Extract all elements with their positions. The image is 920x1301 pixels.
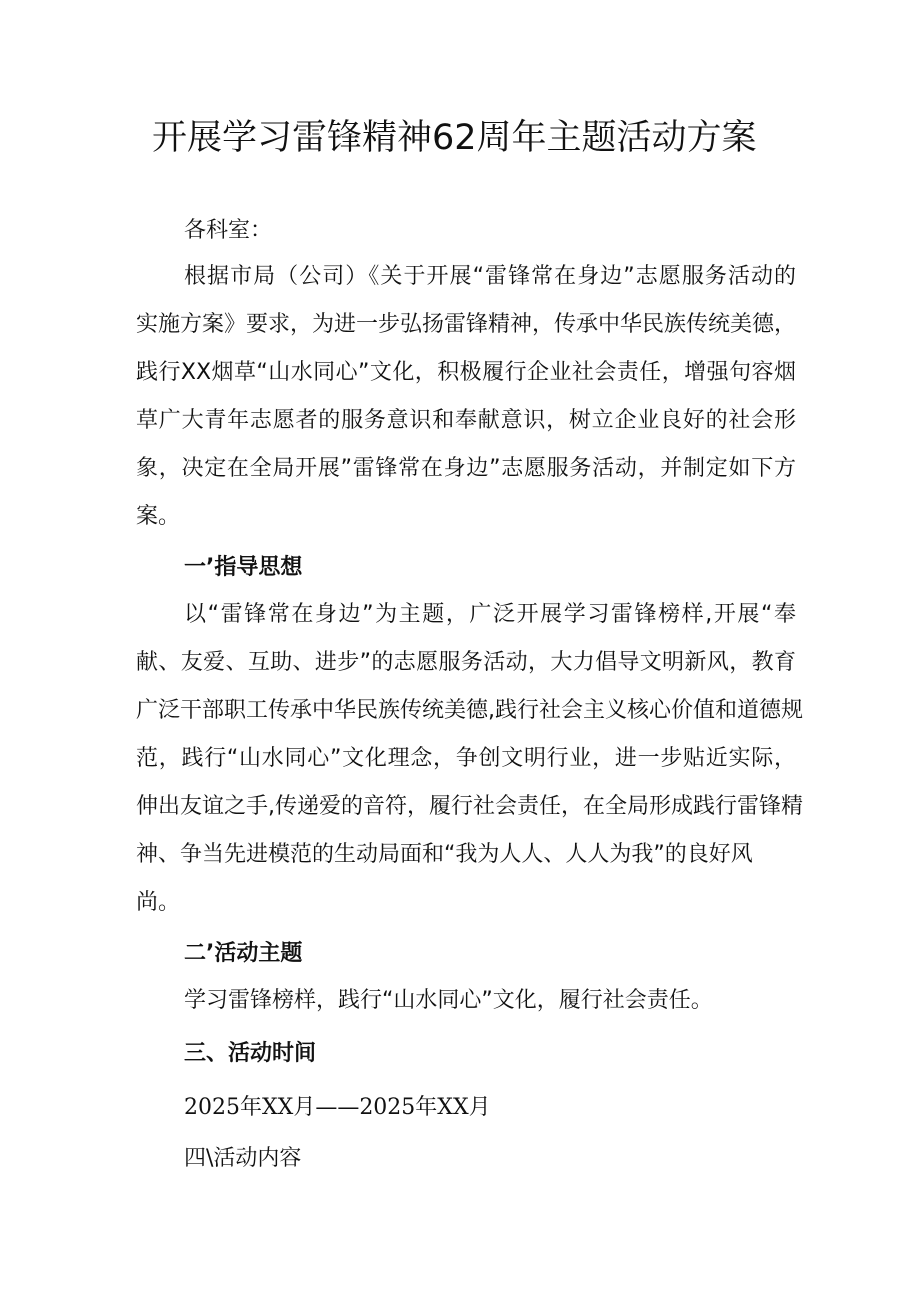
salutation: 各科室： — [184, 218, 273, 243]
section-line: 伸出友谊之手,传递爱的音符，履行社会责任，在全局形成践行雷锋精 — [136, 794, 803, 819]
section-heading-guiding-thought: 一’指导思想 — [184, 555, 303, 580]
section-heading-activity-theme: 二’活动主题 — [184, 941, 303, 966]
section-line: 神、争当先进模范的生动局面和“我为人人、人人为我”的良好风 — [136, 842, 753, 867]
intro-line: 根据市局（公司）《关于开展“雷锋常在身边”志愿服务活动的 — [184, 264, 796, 289]
section-line: 范，践行“山水同心”文化理念，争创文明行业，进一步贴近实际， — [136, 746, 796, 771]
section-heading-activity-content: 四\活动内容 — [184, 1146, 302, 1171]
activity-time-text: 2025年XX月——2025年XX月 — [184, 1095, 491, 1120]
document-title: 开展学习雷锋精神62周年主题活动方案 — [152, 118, 757, 158]
intro-line: 践行XX烟草“山水同心”文化，积极履行企业社会责任，增强句容烟 — [136, 360, 796, 385]
intro-line: 实施方案》要求，为进一步弘扬雷锋精神，传承中华民族传统美德， — [136, 312, 797, 337]
section-line: 广泛干部职工传承中华民族传统美德,践行社会主义核心价值和道德规 — [136, 698, 803, 723]
intro-line: 象，决定在全局开展”雷锋常在身边”志愿服务活动，并制定如下方 — [136, 456, 796, 481]
section-line: 献、友爱、互助、进步”的志愿服务活动，大力倡导文明新风，教育 — [136, 650, 796, 675]
section-line: 以“雷锋常在身边”为主题，广泛开展学习雷锋榜样,开展“奉 — [184, 602, 796, 627]
intro-line: 草广大青年志愿者的服务意识和奉献意识，树立企业良好的社会形 — [136, 408, 796, 433]
section-heading-activity-time: 三、活动时间 — [184, 1041, 317, 1066]
intro-line: 案。 — [136, 504, 181, 529]
section-line: 尚。 — [136, 890, 181, 915]
activity-theme-text: 学习雷锋榜样，践行“山水同心”文化，履行社会责任。 — [184, 988, 713, 1013]
